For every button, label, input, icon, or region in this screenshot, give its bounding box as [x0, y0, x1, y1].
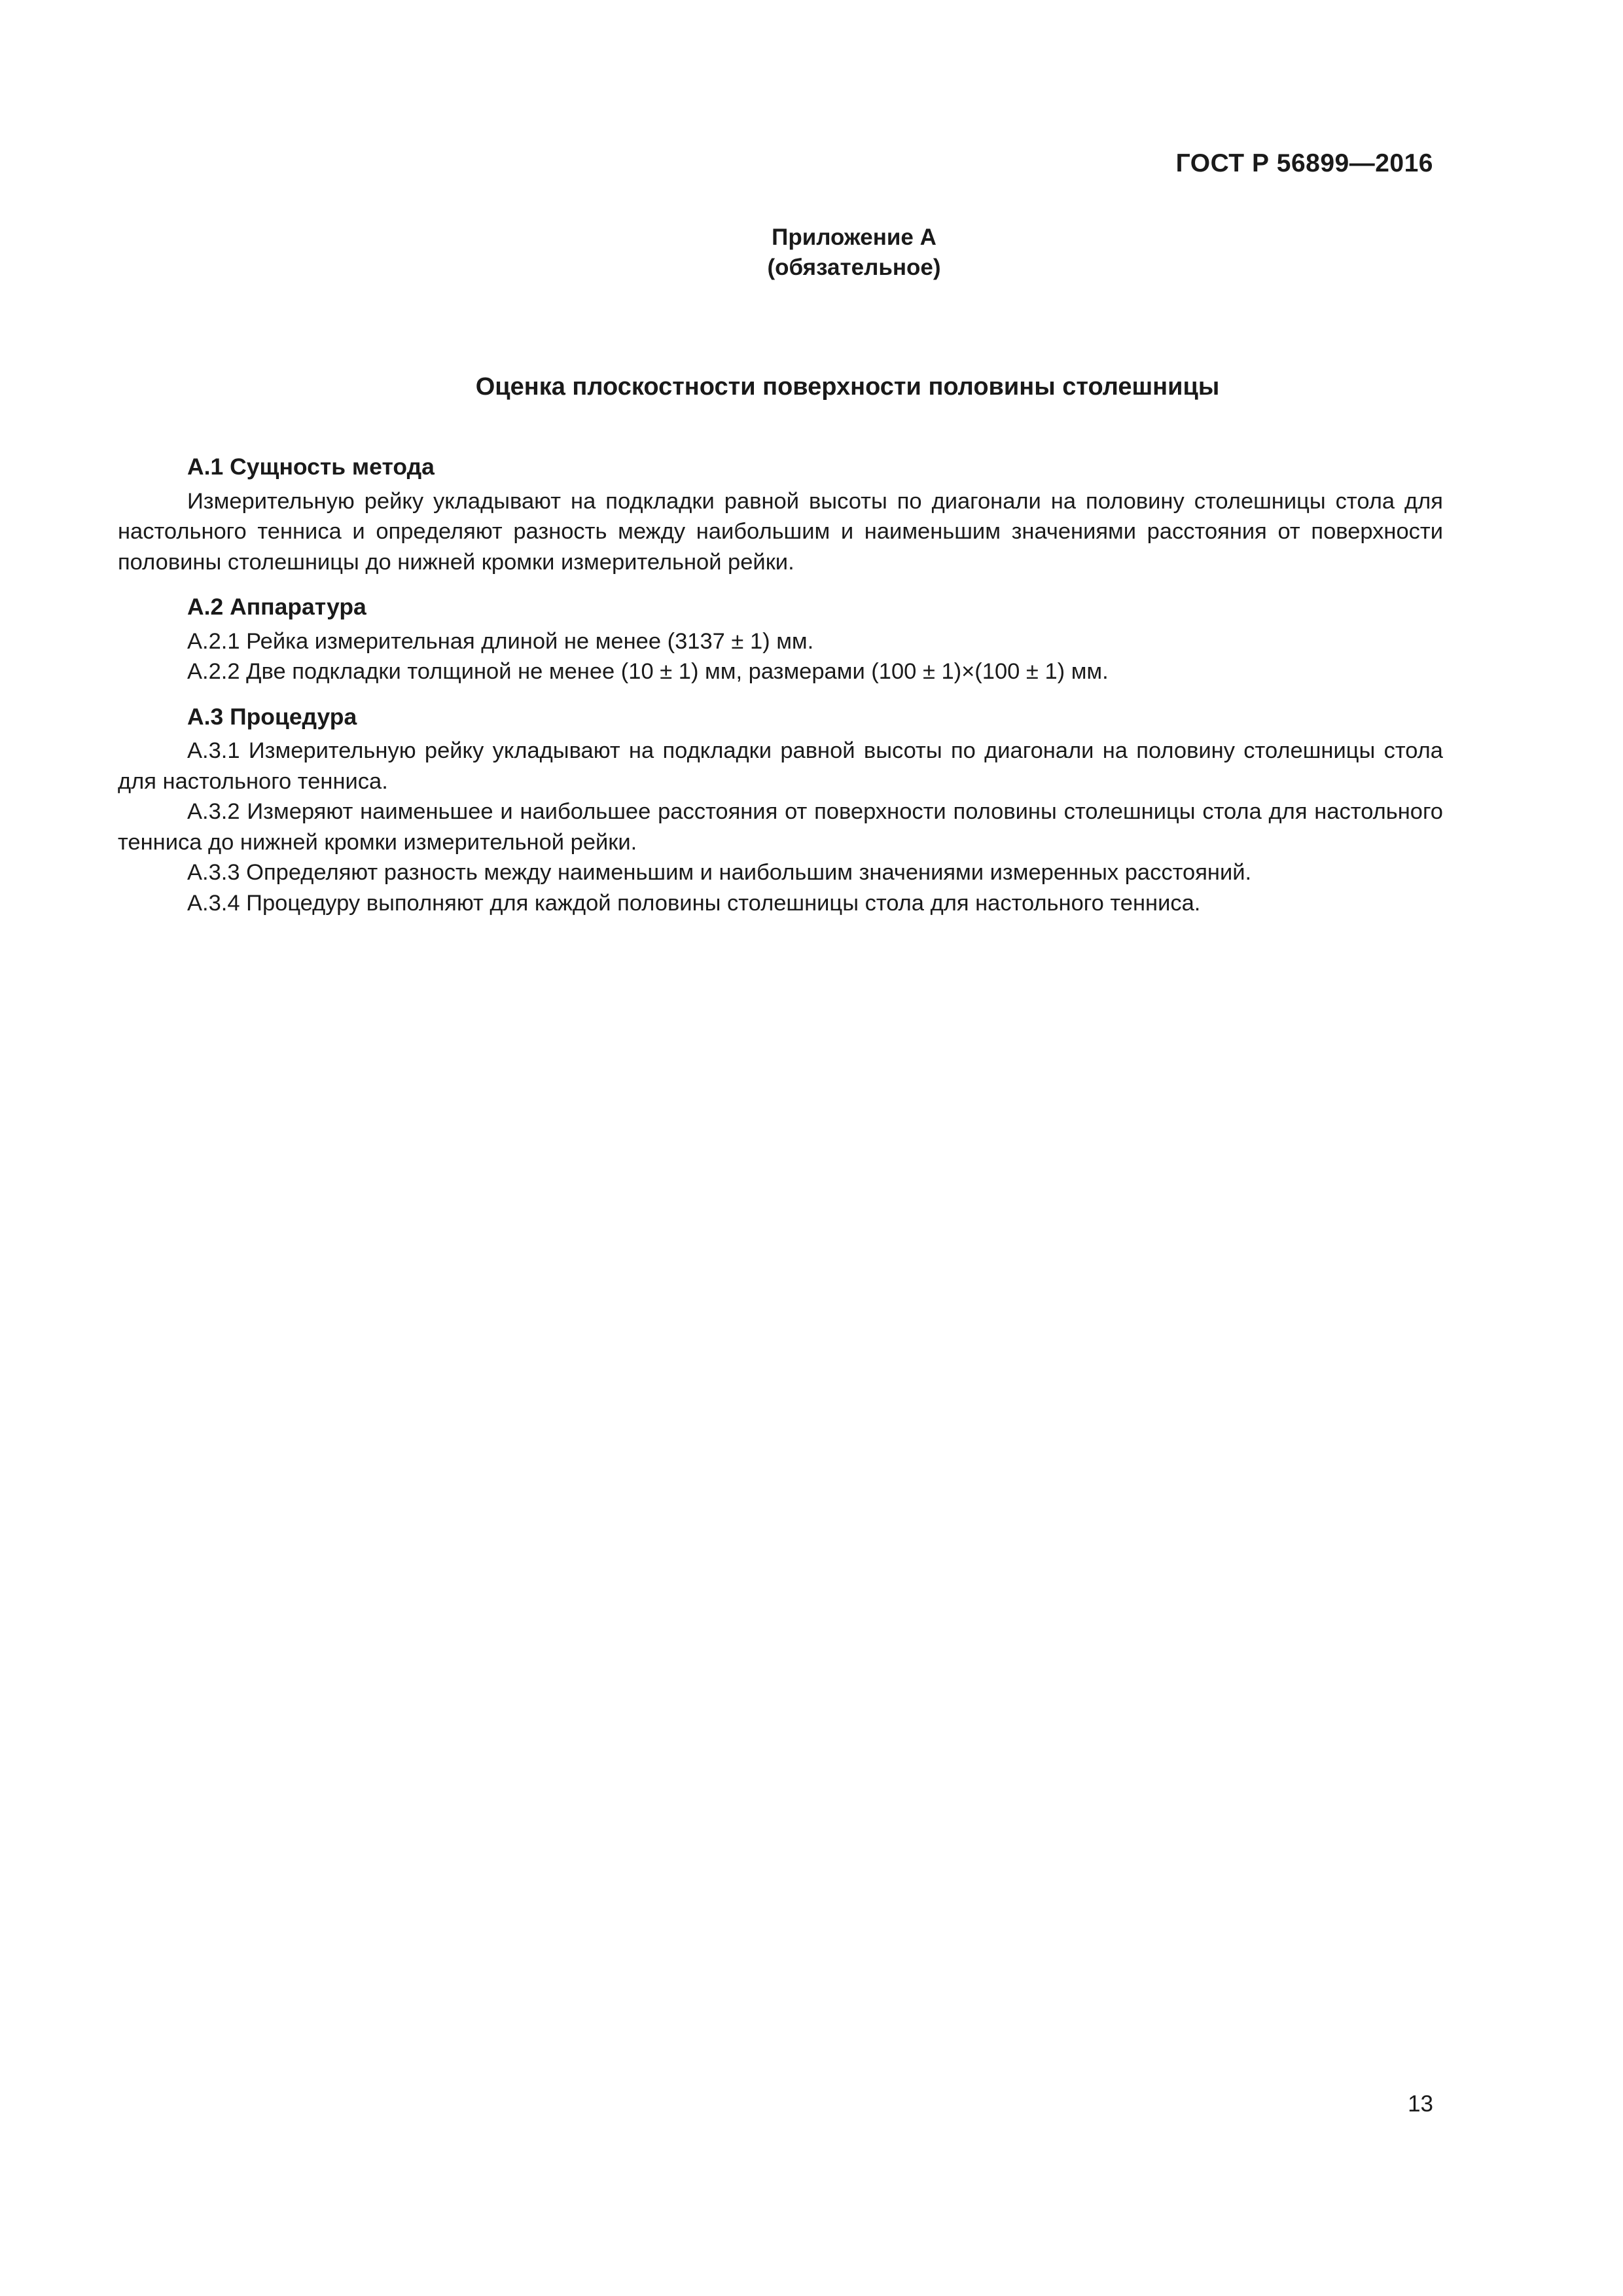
section-heading-a1: А.1 Сущность метода	[187, 454, 435, 480]
clause-a3-2: А.3.2 Измеряют наименьшее и наибольшее расстояния от поверхности половины столешницы стола для настольного тенниса до нижней кромки измерительной рейки.	[118, 799, 1443, 855]
document-body	[118, 452, 1443, 918]
clause-a3-1: А.3.1 Измерительную рейку укладывают на подкладки равной высоты по диагонали на половину столешницы стола для настольного тенниса.	[118, 738, 1443, 794]
clause-a3-4: А.3.4 Процедуру выполняют для каждой половины столешницы стола для настольного тенниса.	[187, 890, 1201, 916]
clause-a3-3: А.3.3 Определяют разность между наименьшим и наибольшим значениями измеренных расстояний.	[187, 860, 1252, 885]
document-code: ГОСТ Р 56899—2016	[1175, 149, 1433, 177]
section-a1-paragraph: Измерительную рейку укладывают на подкладки равной высоты по диагонали на половину столешницы стола для настольного тенниса и определяют разность между наибольшим и наименьшим значениями расстояния от поверхности половины столешницы до нижней кромки измерительной рейки.	[118, 488, 1443, 575]
clause-a2-2: А.2.2 Две подкладки толщиной не менее (10 ± 1) мм, размерами (100 ± 1)×(100 ± 1) мм.	[187, 659, 1109, 684]
section-heading-a3: А.3 Процедура	[187, 703, 357, 730]
section-heading-a2: А.2 Аппаратура	[187, 594, 366, 620]
clause-a2-1: А.2.1 Рейка измерительная длиной не менее (3137 ± 1) мм.	[187, 628, 814, 654]
appendix-title: Оценка плоскостности поверхности половины столешницы	[475, 373, 1220, 401]
page-number: 13	[1408, 2091, 1433, 2117]
appendix-label: Приложение А	[772, 224, 936, 250]
appendix-heading	[0, 223, 1623, 283]
appendix-status: (обязательное)	[767, 255, 941, 280]
